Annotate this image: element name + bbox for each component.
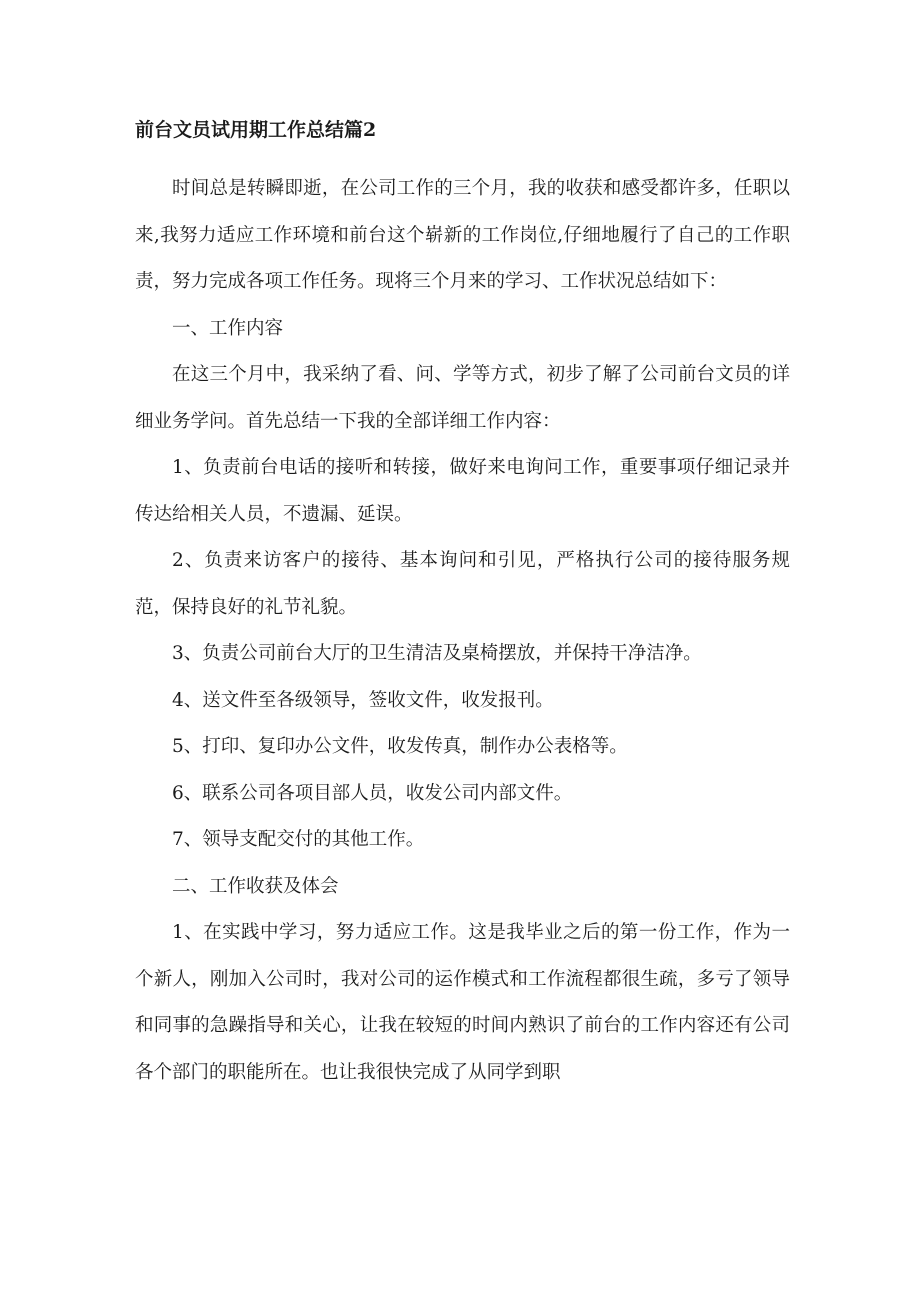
section-heading-work-content: 一、工作内容 [172,317,284,339]
section-heading-gains: 二、工作收获及体会 [172,875,339,897]
list-item-duty-7: 7、领导支配交付的其他工作。 [172,829,425,850]
list-item-duty-4: 4、送文件至各级领导，签收文件，收发报刊。 [172,689,554,711]
list-item-duty-1: 1、负责前台电话的接听和转接，做好来电询问工作，重要事项仔细记录并传达给相关人员，不遗漏、延误。 [135,457,790,525]
document-title: 前台文员试用期工作总结篇2 [135,119,377,141]
paragraph-work-content-intro: 在这三个月中，我采纳了看、问、学等方式，初步了解了公司前台文员的详细业务学问。首先总结一下我的全部详细工作内容： [135,364,790,432]
list-item-duty-3: 3、负责公司前台大厅的卫生清洁及桌椅摆放，并保持干净洁净。 [172,643,702,664]
document-body [135,166,790,1096]
paragraph-intro: 时间总是转瞬即逝，在公司工作的三个月，我的收获和感受都许多，任职以来,我努力适应工作环境和前台这个崭新的工作岗位,仔细地履行了自己的工作职责，努力完成各项工作任务。现将三个月来的学习、工作状况总结如下： [135,178,790,292]
list-item-duty-2: 2、负责来访客户的接待、基本询问和引见，严格执行公司的接待服务规范，保持良好的礼节礼貌。 [135,550,790,618]
list-item-duty-5: 5、打印、复印办公文件，收发传真，制作办公表格等。 [172,736,628,757]
list-item-duty-6: 6、联系公司各项目部人员，收发公司内部文件。 [172,782,573,804]
paragraph-gains-1: 1、在实践中学习，努力适应工作。这是我毕业之后的第一份工作，作为一个新人，刚加入公司时，我对公司的运作模式和工作流程都很生疏，多亏了领导和同事的急躁指导和关心，让我在较短的时间内熟识了前台的工作内容还有公司各个部门的职能所在。也让我很快完成了从同学到职 [135,922,790,1083]
